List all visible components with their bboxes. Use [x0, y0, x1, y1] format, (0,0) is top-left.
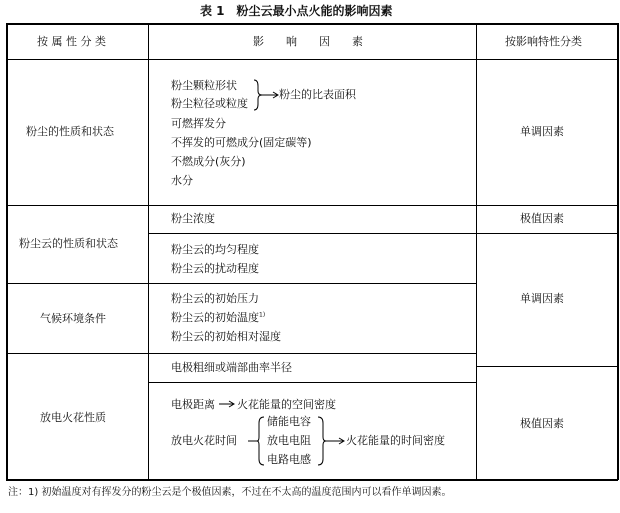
- category-dust-props: 粉尘的性质和状态: [26, 125, 114, 138]
- concentration-rule: [148, 233, 618, 234]
- header-factors: 影 响 因 素: [253, 35, 363, 48]
- factor-temperature: 粉尘云的初始温度$^{1)}$: [171, 311, 266, 324]
- table-left-rule: [6, 23, 8, 480]
- arrow-gap: [218, 398, 236, 410]
- factor-inductance: 电路电感: [267, 453, 311, 466]
- characteristic-cloud-props: 极值因素: [520, 212, 564, 225]
- col2-rule: [476, 23, 477, 480]
- factor-electrode: 电极粗细或端部曲率半径: [171, 361, 292, 374]
- factor-volatile: 可燃挥发分: [171, 117, 226, 130]
- table-footnote: 注：1) 初始温度对有挥发分的粉尘云是个极值因素，不过在不太高的温度范围内可以看作单调因素。: [8, 487, 452, 498]
- characteristic-spark: 极值因素: [520, 417, 564, 430]
- factor-temporal-density: 火花能量的时间密度: [346, 434, 445, 447]
- table-top-rule: [6, 23, 618, 25]
- factor-uniformity: 粉尘云的均匀程度: [171, 243, 259, 256]
- factor-resistance: 放电电阻: [267, 434, 311, 447]
- header-rule: [6, 59, 618, 60]
- row3-rule: [6, 353, 476, 354]
- factor-noncombustible: 不燃成分(灰分): [171, 155, 246, 168]
- footnote-marker: 1): [259, 311, 266, 319]
- factor-specific-surface: 粉尘的比表面积: [279, 88, 356, 101]
- col3-split-rule: [476, 366, 618, 367]
- factor-concentration: 粉尘浓度: [171, 212, 215, 225]
- row1-rule: [6, 205, 618, 206]
- table-right-rule: [617, 23, 619, 480]
- brace-left-spark: [247, 415, 269, 467]
- factor-capacitance: 储能电容: [267, 415, 311, 428]
- category-cloud-props: 粉尘云的性质和状态: [19, 237, 118, 250]
- factor-particle-size: 粉尘粒径或粒度: [171, 97, 248, 110]
- factor-humidity: 粉尘云的初始相对湿度: [171, 330, 281, 343]
- characteristic-climate: 单调因素: [520, 292, 564, 305]
- factor-duration: 放电火花时间: [171, 434, 237, 447]
- category-climate: 气候环境条件: [40, 312, 106, 325]
- header-category: 按 属 性 分 类: [37, 35, 106, 48]
- factor-nonvolatile: 不挥发的可燃成分(固定碳等): [171, 136, 312, 149]
- characteristic-dust-props: 单调因素: [520, 125, 564, 138]
- header-characteristic: 按影响特性分类: [505, 35, 582, 48]
- row2-rule: [6, 283, 476, 284]
- category-spark: 放电火花性质: [40, 411, 106, 424]
- brace-right-spark: [316, 415, 348, 467]
- factor-turbulence: 粉尘云的扰动程度: [171, 262, 259, 275]
- table-bottom-rule: [6, 479, 618, 481]
- table-title: 表 1 粉尘云最小点火能的影响因素: [200, 4, 393, 18]
- factor-gap: 电极距离: [171, 398, 215, 411]
- factor-spatial-density: 火花能量的空间密度: [237, 398, 336, 411]
- electrode-rule: [148, 382, 476, 383]
- factor-pressure: 粉尘云的初始压力: [171, 292, 259, 305]
- brace-connector: [252, 78, 282, 112]
- col1-rule: [148, 23, 149, 480]
- factor-particle-shape: 粉尘颗粒形状: [171, 79, 237, 92]
- factor-moisture: 水分: [171, 174, 193, 187]
